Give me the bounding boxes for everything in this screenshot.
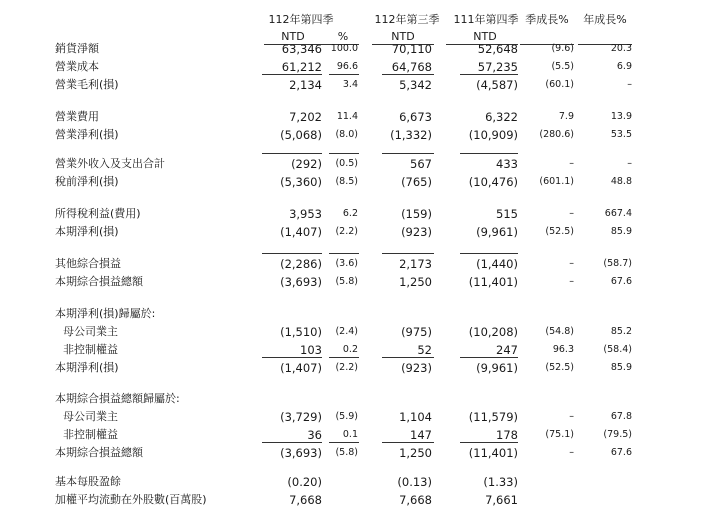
row-label: 營業毛利(損) bbox=[55, 78, 119, 91]
row-label: 其他綜合損益 bbox=[55, 257, 121, 270]
subtotal-underline bbox=[382, 253, 434, 254]
subtotal-underline bbox=[262, 253, 322, 254]
column-header-row bbox=[0, 11, 725, 29]
cell-yoy: 53.5 bbox=[610, 129, 632, 140]
cell-p1: (0.5) bbox=[335, 158, 358, 169]
cell-yoy: 67.8 bbox=[610, 411, 632, 422]
cell-p1: 0.2 bbox=[342, 344, 358, 355]
table-row bbox=[0, 491, 725, 509]
cell-qoq: (52.5) bbox=[545, 226, 574, 237]
cell-v1: (0.20) bbox=[287, 475, 322, 489]
cell-v3: 247 bbox=[496, 343, 518, 357]
subtotal-underline bbox=[329, 442, 359, 443]
cell-v1: (3,693) bbox=[280, 446, 322, 460]
table-row bbox=[0, 108, 725, 126]
cell-p1: 11.4 bbox=[336, 111, 358, 122]
cell-v1: (292) bbox=[291, 157, 322, 171]
cell-yoy: 67.6 bbox=[610, 276, 632, 287]
subtotal-underline bbox=[460, 442, 518, 443]
cell-v3: (1,440) bbox=[476, 257, 518, 271]
cell-yoy bbox=[578, 473, 632, 491]
cell-v3 bbox=[438, 390, 518, 408]
cell-p1: (2.2) bbox=[335, 226, 358, 237]
cell-v1: (2,286) bbox=[280, 257, 322, 271]
cell-yoy: – bbox=[627, 79, 632, 90]
cell-p1: 3.4 bbox=[342, 79, 358, 90]
cell-p1: (5.8) bbox=[335, 447, 358, 458]
table-row bbox=[0, 323, 725, 341]
cell-v3: (4,587) bbox=[476, 78, 518, 92]
subtotal-underline bbox=[262, 442, 322, 443]
subtotal-underline bbox=[262, 74, 322, 75]
cell-qoq: (54.8) bbox=[545, 326, 574, 337]
cell-yoy bbox=[578, 390, 632, 408]
cell-qoq bbox=[520, 491, 574, 509]
cell-qoq: (75.1) bbox=[545, 429, 574, 440]
cell-p1: 100.0 bbox=[330, 43, 358, 54]
row-label: 加權平均流動在外股數(百萬股) bbox=[55, 493, 207, 506]
subtotal-underline bbox=[460, 253, 518, 254]
cell-v2: (765) bbox=[401, 175, 432, 189]
cell-v2: (923) bbox=[401, 225, 432, 239]
subtotal-underline bbox=[460, 153, 518, 154]
row-label: 本期綜合損益總額 bbox=[55, 275, 143, 288]
cell-v3: 433 bbox=[496, 157, 518, 171]
cell-qoq: – bbox=[569, 447, 574, 458]
cell-yoy: 48.8 bbox=[610, 176, 632, 187]
cell-v3: (10,476) bbox=[468, 175, 518, 189]
table-row bbox=[0, 40, 725, 58]
cell-v3: (10,208) bbox=[468, 325, 518, 339]
cell-v3 bbox=[438, 305, 518, 323]
row-label: 銷貨淨額 bbox=[55, 42, 99, 55]
cell-v2: 567 bbox=[410, 157, 432, 171]
cell-yoy bbox=[578, 305, 632, 323]
cell-v1: (1,407) bbox=[280, 361, 322, 375]
cell-v2: 64,768 bbox=[391, 60, 432, 74]
cell-v2: 147 bbox=[410, 428, 432, 442]
cell-v2: (159) bbox=[401, 207, 432, 221]
cell-p1 bbox=[326, 305, 358, 323]
cell-yoy: 20.3 bbox=[610, 43, 632, 54]
cell-p1: (5.9) bbox=[335, 411, 358, 422]
subtotal-underline bbox=[262, 357, 322, 358]
subtotal-underline bbox=[382, 153, 434, 154]
table-row bbox=[0, 155, 725, 173]
cell-yoy: (58.4) bbox=[603, 344, 632, 355]
cell-v2: 52 bbox=[417, 343, 432, 357]
cell-yoy: 85.2 bbox=[610, 326, 632, 337]
cell-yoy: 13.9 bbox=[610, 111, 632, 122]
cell-p1: 0.1 bbox=[342, 429, 358, 440]
subtotal-underline bbox=[329, 253, 359, 254]
row-label: 營業費用 bbox=[55, 110, 99, 123]
table-row bbox=[0, 255, 725, 273]
cell-qoq: 7.9 bbox=[558, 111, 574, 122]
row-label: 本期淨利(損) bbox=[55, 361, 119, 374]
subtotal-underline bbox=[262, 153, 322, 154]
row-label: 營業外收入及支出合計 bbox=[55, 157, 165, 170]
cell-v1: 103 bbox=[300, 343, 322, 357]
subtotal-underline bbox=[329, 153, 359, 154]
cell-v2: 1,104 bbox=[399, 410, 432, 424]
cell-yoy: 85.9 bbox=[610, 226, 632, 237]
subtotal-underline bbox=[460, 357, 518, 358]
cell-p1: (3.6) bbox=[335, 258, 358, 269]
subtotal-underline bbox=[460, 74, 518, 75]
cell-p1 bbox=[326, 491, 358, 509]
subheader-percent: % bbox=[337, 30, 349, 43]
cell-qoq bbox=[520, 390, 574, 408]
cell-v1: (5,360) bbox=[280, 175, 322, 189]
header-period-q4-2023: 112年第四季 bbox=[268, 13, 334, 26]
cell-v2: (975) bbox=[401, 325, 432, 339]
table-row bbox=[0, 76, 725, 94]
cell-qoq: – bbox=[569, 258, 574, 269]
cell-qoq: (9.6) bbox=[551, 43, 574, 54]
table-row bbox=[0, 173, 725, 191]
cell-v1: 2,134 bbox=[289, 78, 322, 92]
subtotal-underline bbox=[382, 74, 434, 75]
row-label: 營業淨利(損) bbox=[55, 128, 119, 141]
row-label: 本期綜合損益總額 bbox=[55, 446, 143, 459]
subtotal-underline bbox=[382, 357, 434, 358]
cell-v2: 1,250 bbox=[399, 446, 432, 460]
cell-v2 bbox=[360, 390, 432, 408]
table-row bbox=[0, 58, 725, 76]
cell-v3: (9,961) bbox=[476, 361, 518, 375]
table-row bbox=[0, 305, 725, 323]
cell-qoq: (60.1) bbox=[545, 79, 574, 90]
cell-yoy: 67.6 bbox=[610, 447, 632, 458]
cell-qoq: (601.1) bbox=[539, 176, 574, 187]
cell-qoq: – bbox=[569, 158, 574, 169]
cell-v1: 7,668 bbox=[289, 493, 322, 507]
table-row bbox=[0, 426, 725, 444]
cell-qoq: (5.5) bbox=[551, 61, 574, 72]
row-label: 本期綜合損益總額歸屬於: bbox=[55, 392, 180, 405]
row-label: 母公司業主 bbox=[63, 325, 118, 338]
cell-qoq: 96.3 bbox=[552, 344, 574, 355]
cell-yoy: (58.7) bbox=[603, 258, 632, 269]
table-row bbox=[0, 341, 725, 359]
cell-p1: (2.4) bbox=[335, 326, 358, 337]
cell-v1 bbox=[250, 305, 322, 323]
cell-v3: 515 bbox=[496, 207, 518, 221]
cell-qoq: – bbox=[569, 208, 574, 219]
cell-v1: 61,212 bbox=[281, 60, 322, 74]
cell-yoy: 85.9 bbox=[610, 362, 632, 373]
cell-v1: (3,693) bbox=[280, 275, 322, 289]
cell-v3: 6,322 bbox=[485, 110, 518, 124]
cell-yoy: – bbox=[627, 158, 632, 169]
cell-v1: 7,202 bbox=[289, 110, 322, 124]
cell-p1: (5.8) bbox=[335, 276, 358, 287]
row-label: 本期淨利(損) bbox=[55, 225, 119, 238]
cell-p1: 96.6 bbox=[336, 61, 358, 72]
cell-v2: 5,342 bbox=[399, 78, 432, 92]
header-period-q4-2022: 111年第四季 bbox=[453, 13, 519, 26]
cell-v2: (923) bbox=[401, 361, 432, 375]
cell-v3: 7,661 bbox=[485, 493, 518, 507]
cell-qoq bbox=[520, 473, 574, 491]
cell-v1: (3,729) bbox=[280, 410, 322, 424]
cell-v2 bbox=[360, 305, 432, 323]
cell-yoy: (79.5) bbox=[603, 429, 632, 440]
cell-v1: 3,953 bbox=[289, 207, 322, 221]
subheader-ntd-3: NTD bbox=[473, 30, 497, 43]
cell-v2: 6,673 bbox=[399, 110, 432, 124]
subtotal-underline bbox=[329, 357, 359, 358]
cell-p1: (8.0) bbox=[335, 129, 358, 140]
cell-v3: (11,579) bbox=[468, 410, 518, 424]
table-row bbox=[0, 473, 725, 491]
subheader-ntd-2: NTD bbox=[391, 30, 415, 43]
cell-v2: (1,332) bbox=[390, 128, 432, 142]
table-row bbox=[0, 223, 725, 241]
subheader-ntd-1: NTD bbox=[281, 30, 305, 43]
cell-v3: 57,235 bbox=[477, 60, 518, 74]
cell-v3: (11,401) bbox=[468, 275, 518, 289]
cell-v3: (1.33) bbox=[483, 475, 518, 489]
table-row bbox=[0, 444, 725, 462]
header-yoy-growth: 年成長% bbox=[583, 13, 627, 26]
table-row bbox=[0, 126, 725, 144]
cell-qoq bbox=[520, 305, 574, 323]
row-label: 所得稅利益(費用) bbox=[55, 207, 141, 220]
cell-v3: (9,961) bbox=[476, 225, 518, 239]
row-label: 非控制權益 bbox=[63, 428, 118, 441]
cell-v1: (1,510) bbox=[280, 325, 322, 339]
cell-qoq: (280.6) bbox=[539, 129, 574, 140]
cell-qoq: – bbox=[569, 276, 574, 287]
cell-v2: 7,668 bbox=[399, 493, 432, 507]
cell-v1: 36 bbox=[307, 428, 322, 442]
row-label: 本期淨利(損)歸屬於: bbox=[55, 307, 156, 320]
header-period-q3-2023: 112年第三季 bbox=[374, 13, 440, 26]
cell-v3: 178 bbox=[496, 428, 518, 442]
cell-v1: (1,407) bbox=[280, 225, 322, 239]
row-label: 營業成本 bbox=[55, 60, 99, 73]
cell-yoy bbox=[578, 491, 632, 509]
row-label: 稅前淨利(損) bbox=[55, 175, 119, 188]
row-label: 基本每股盈餘 bbox=[55, 475, 121, 488]
cell-v2: 1,250 bbox=[399, 275, 432, 289]
table-row bbox=[0, 205, 725, 223]
table-row bbox=[0, 273, 725, 291]
subtotal-underline bbox=[382, 442, 434, 443]
cell-v3: (10,909) bbox=[468, 128, 518, 142]
subtotal-underline bbox=[329, 74, 359, 75]
table-row bbox=[0, 359, 725, 377]
cell-v1 bbox=[250, 390, 322, 408]
cell-v2: 70,110 bbox=[391, 42, 432, 56]
cell-p1 bbox=[326, 390, 358, 408]
cell-v2: 2,173 bbox=[399, 257, 432, 271]
table-row bbox=[0, 390, 725, 408]
cell-qoq: – bbox=[569, 411, 574, 422]
row-label: 母公司業主 bbox=[63, 410, 118, 423]
cell-p1: 6.2 bbox=[342, 208, 358, 219]
row-label: 非控制權益 bbox=[63, 343, 118, 356]
header-qoq-growth: 季成長% bbox=[525, 13, 569, 26]
cell-v3: 52,648 bbox=[477, 42, 518, 56]
table-row bbox=[0, 408, 725, 426]
cell-v3: (11,401) bbox=[468, 446, 518, 460]
cell-yoy: 6.9 bbox=[616, 61, 632, 72]
cell-yoy: 667.4 bbox=[604, 208, 632, 219]
cell-v1: (5,068) bbox=[280, 128, 322, 142]
cell-v1: 63,346 bbox=[281, 42, 322, 56]
cell-p1: (8.5) bbox=[335, 176, 358, 187]
cell-v2: (0.13) bbox=[397, 475, 432, 489]
cell-qoq: (52.5) bbox=[545, 362, 574, 373]
cell-p1: (2.2) bbox=[335, 362, 358, 373]
cell-p1 bbox=[326, 473, 358, 491]
